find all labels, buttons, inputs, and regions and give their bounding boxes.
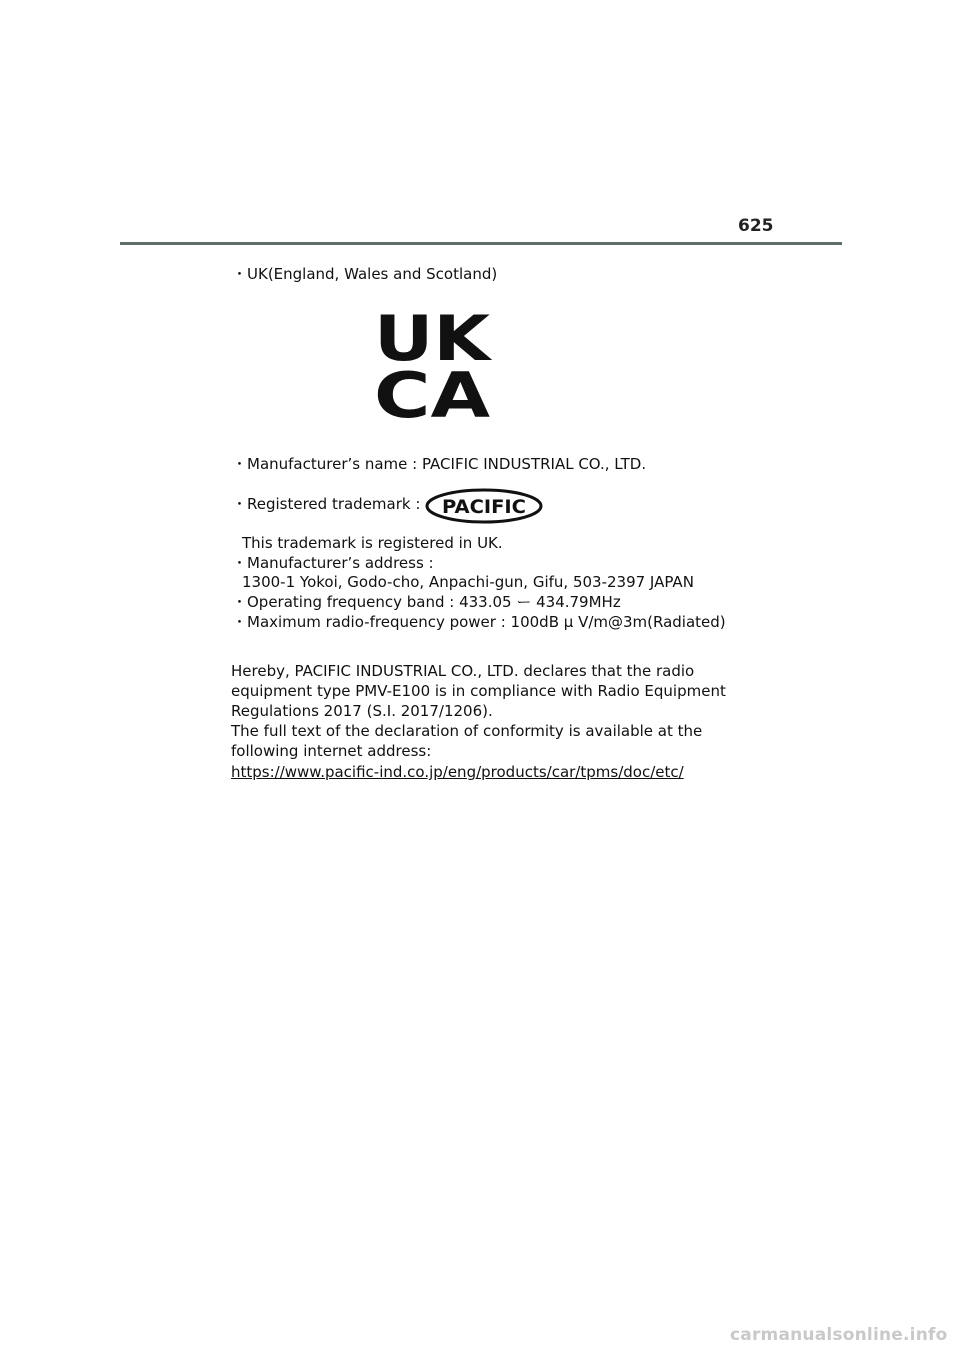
declaration-line: Hereby, PACIFIC INDUSTRIAL CO., LTD. declares that the radio [231,662,695,680]
ukca-mark-icon [372,307,492,419]
header-divider [120,242,842,245]
declaration-line: Regulations 2017 (S.I. 2017/1206). [231,702,493,720]
ukca-mark-line2: CA [374,359,491,419]
declaration-paragraph [231,661,726,761]
pacific-logo-text: PACIFIC [442,496,526,518]
address-label: ・Manufacturer’s address : [232,554,434,572]
page-number: 625 [738,216,774,236]
section-heading: ・UK(England, Wales and Scotland) [232,265,498,283]
trademark-note: This trademark is registered in UK. [242,534,503,552]
watermark: carmanualsonline.info [730,1325,948,1345]
declaration-line: following internet address: [231,742,432,760]
ukca-mark-line1: UK [374,307,492,375]
max-power: ・Maximum radio-frequency power : 100dB µ V/m@3m(Radiated) [232,613,726,631]
frequency-band: ・Operating frequency band : 433.05 ー 434.79MHz [232,593,621,611]
declaration-line: The full text of the declaration of conformity is available at the [231,722,703,740]
declaration-line: equipment type PMV-E100 is in compliance with Radio Equipment [231,682,726,700]
address-value: 1300-1 Yokoi, Godo-cho, Anpachi-gun, Gifu, 503-2397 JAPAN [242,573,694,591]
manufacturer-name: ・Manufacturer’s name : PACIFIC INDUSTRIAL CO., LTD. [232,455,647,473]
registered-trademark-label: ・Registered trademark : [232,495,421,513]
pacific-logo-icon [424,487,544,525]
declaration-url-link[interactable]: https://www.pacific-ind.co.jp/eng/products/car/tpms/doc/etc/ [231,763,684,781]
